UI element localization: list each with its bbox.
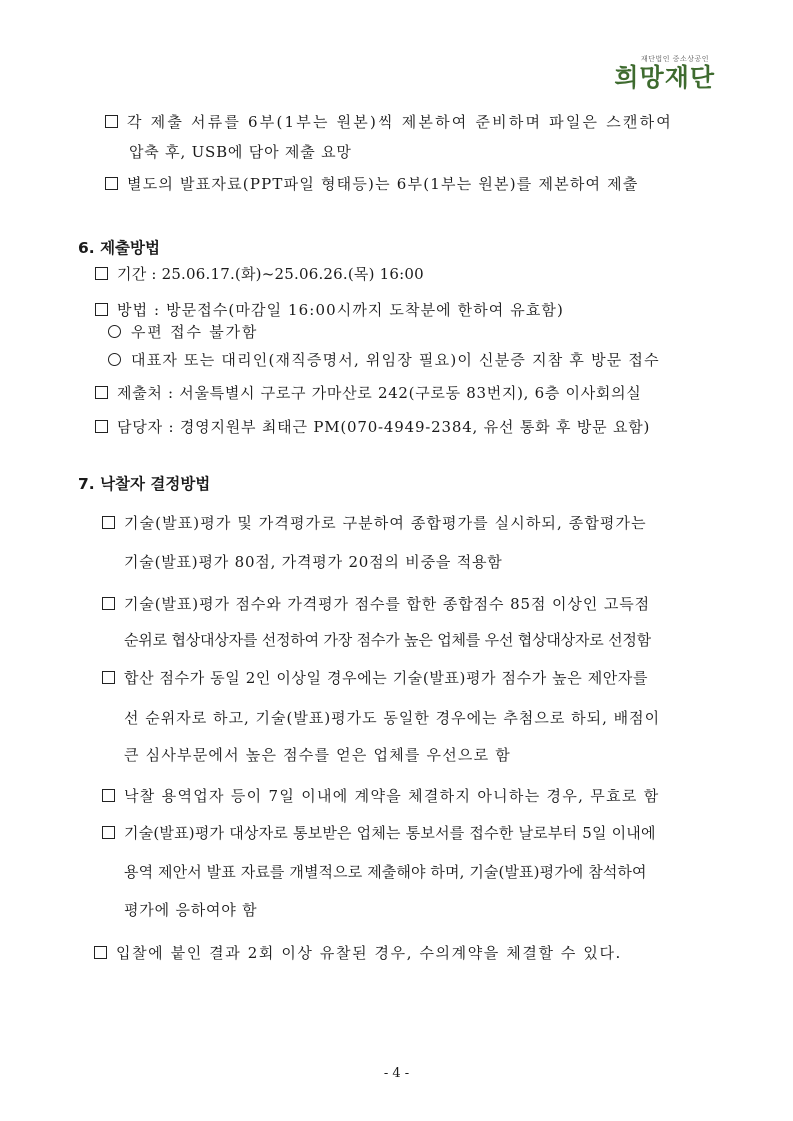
foundation-logo: [614, 54, 715, 92]
s7-bullet-5-cont-1: 용역 제안서 발표 자료를 개별적으로 제출해야 하며, 기술(발표)평가에 참석하여: [124, 863, 647, 881]
checkbox-square-icon: [102, 671, 115, 684]
s7-bullet-3: 합산 점수가 동일 2인 이상일 경우에는 기술(발표)평가 점수가 높은 제안자를: [102, 668, 648, 688]
s7-bullet-6: 입찰에 붙인 결과 2회 이상 유찰된 경우, 수의계약을 체결할 수 있다.: [94, 943, 622, 963]
checkbox-square-icon: [95, 267, 108, 280]
checkbox-square-icon: [105, 115, 118, 128]
circle-bullet-icon: [108, 325, 121, 338]
intro-bullet-1-cont: 압축 후, USB에 담아 제출 요망: [129, 143, 352, 161]
s7-bullet-5-cont-2: 평가에 응하여야 함: [124, 901, 258, 919]
page-number: - 4 -: [383, 1066, 410, 1081]
s6-method-sub-2: 대표자 또는 대리인(재직증명서, 위임장 필요)이 신분증 지참 후 방문 접수: [108, 350, 660, 370]
s7-bullet-3-cont-2: 큰 심사부문에서 높은 점수를 얻은 업체를 우선으로 함: [124, 746, 511, 764]
checkbox-square-icon: [102, 516, 115, 529]
logo-name: 희망재단: [614, 63, 715, 92]
checkbox-square-icon: [105, 177, 118, 190]
checkbox-square-icon: [102, 789, 115, 802]
circle-bullet-icon: [108, 353, 121, 366]
checkbox-square-icon: [102, 826, 115, 839]
checkbox-square-icon: [95, 303, 108, 316]
s7-bullet-1-cont: 기술(발표)평가 80점, 가격평가 20점의 비중을 적용함: [124, 553, 503, 571]
s7-bullet-1: 기술(발표)평가 및 가격평가로 구분하여 종합평가를 실시하되, 종합평가는: [102, 513, 647, 533]
checkbox-square-icon: [95, 420, 108, 433]
s7-bullet-2: 기술(발표)평가 점수와 가격평가 점수를 합한 종합점수 85점 이상인 고득점: [102, 594, 650, 614]
s6-contact: 담당자 : 경영지원부 최태근 PM(070-4949-2384, 유선 통화 후 방문 요함): [95, 417, 650, 437]
checkbox-square-icon: [95, 386, 108, 399]
intro-bullet-2: 별도의 발표자료(PPT파일 형태등)는 6부(1부는 원본)를 제본하여 제출: [105, 174, 639, 194]
s6-period: 기간 : 25.06.17.(화)~25.06.26.(목) 16:00: [95, 264, 424, 284]
s6-place: 제출처 : 서울특별시 구로구 가마산로 242(구로동 83번지), 6층 이사회의실: [95, 383, 641, 403]
checkbox-square-icon: [94, 946, 107, 959]
s7-bullet-2-cont: 순위로 협상대상자를 선정하여 가장 점수가 높은 업체를 우선 협상대상자로 선정함: [124, 631, 651, 649]
section-7-heading: 7. 낙찰자 결정방법: [78, 475, 211, 493]
intro-bullet-1: 각 제출 서류를 6부(1부는 원본)씩 제본하여 준비하며 파일은 스캔하여: [105, 112, 673, 132]
s7-bullet-4: 낙찰 용역업자 등이 7일 이내에 계약을 체결하지 아니하는 경우, 무효로 함: [102, 786, 660, 806]
s7-bullet-5: 기술(발표)평가 대상자로 통보받은 업체는 통보서를 접수한 날로부터 5일 이내에: [102, 823, 656, 843]
s7-bullet-3-cont-1: 선 순위자로 하고, 기술(발표)평가도 동일한 경우에는 추첨으로 하되, 배점이: [124, 709, 661, 727]
s6-method-sub-1: 우편 접수 불가함: [108, 322, 258, 342]
checkbox-square-icon: [102, 597, 115, 610]
logo-subtitle: 재단법인 중소상공인: [640, 55, 709, 63]
s6-method: 방법 : 방문접수(마감일 16:00시까지 도착분에 한하여 유효함): [95, 300, 564, 320]
section-6-heading: 6. 제출방법: [78, 239, 160, 257]
